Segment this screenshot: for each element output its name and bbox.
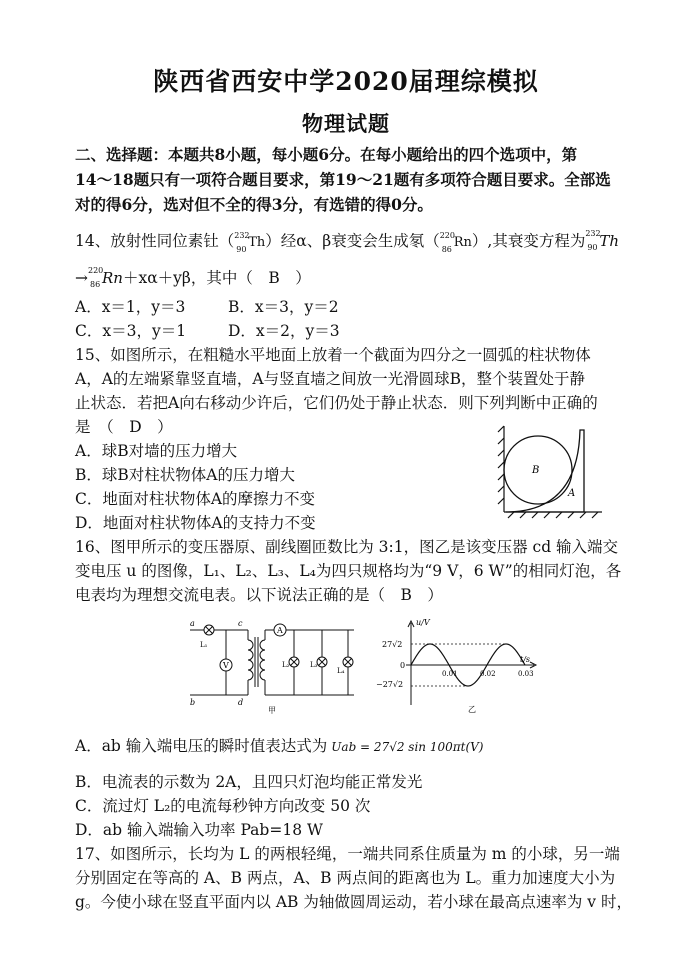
ammeter-label: A [277,626,283,635]
q15-stem-line-3: 止状态．若把A向右移动少许后，它们仍处于静止状态．则下列判断中正确的 [75,394,598,412]
lamp-l1-label: L₁ [200,641,208,649]
q15-wall-sphere-figure [488,420,606,520]
page-title: 陕西省西安中学2020届理综模拟 [153,67,539,96]
lamp-l4-label: L₄ [337,667,345,675]
q15-option-b: B．球B对柱状物体A的压力增大 [75,466,295,484]
q17-stem-line-2: 分别固定在等高的 A、B 两点，A、B 两点间的距离也为 L。重力加速度大小为 [75,869,616,887]
chart-origin-label: 0 [400,661,406,670]
radon-equation-symbol: 220 86 Rn [88,266,123,289]
wall [498,426,504,512]
q14-option-d: D．x＝2，y＝3 [228,322,340,340]
chart-x-tick-label: 0.03 [518,670,534,678]
q16-stem-line-1: 16、图甲所示的变压器原、副线圈匝数比为 3:1，图乙是该变压器 cd 输入端交 [75,538,619,556]
q16-option-a: A．ab 输入端电压的瞬时值表达式为 Uab = 27√2 sin 100πt(V) [75,737,484,755]
q14-stem-line-1: 14、放射性同位素钍（ 232 90 Th）经α、β衰变会生成氡（ 220 86 Rn）,其衰变方程为 232 90 Th [75,229,619,254]
chart-ylabel: u/V [416,618,430,627]
q16-circuit-figure-jia [186,615,362,715]
chart-x-tick-label: 0.02 [480,670,496,678]
thorium-equation-symbol: 232 90 Th [585,229,619,252]
chart-axes [406,621,536,705]
q14-stem-line-2: → 220 86 Rn＋xα＋yβ，其中（ B ） [75,266,311,289]
section-header-line-3: 对的得6分，选对但不全的得3分，有选错的得0分。 [75,195,433,214]
q16-stem-line-3: 电表均为理想交流电表。以下说法正确的是（ B ） [75,586,443,604]
q15-option-a: A．球B对墙的压力增大 [75,442,238,460]
radon-isotope: 220 86 Rn [439,231,472,254]
q17-stem-line-3: g。今使小球在竖直平面内以 AB 为轴做圆周运动，若小球在最高点速率为 v 时， [75,893,632,911]
q15-option-d: D．地面对柱状物体A的支持力不变 [75,514,316,532]
section-header-line-2: 14～18题只有一项符合题目要求，第19～21题有多项符合题目要求。全部选 [75,170,611,189]
q14-option-b: B．x＝3，y＝2 [228,298,339,316]
voltmeter-label: V [223,661,229,670]
q16-option-a-formula: Uab = 27√2 sin 100πt(V) [331,740,484,754]
q16-option-b: B．电流表的示数为 2A，且四只灯泡均能正常发光 [75,773,423,791]
terminal-b: b [190,698,196,707]
q15-option-c: C．地面对柱状物体A的摩擦力不变 [75,490,316,508]
q14-option-c: C．x＝3，y＝1 [75,322,187,340]
lamp-l2-label: L₂ [282,661,290,669]
section-header-line-1: 二、选择题：本题共8小题，每小题6分。在每小题给出的四个选项中，第 [75,145,578,164]
ground [504,512,602,518]
sphere-b-label: B [532,465,540,476]
q16-option-d: D．ab 输入端输入功率 Pab=18 W [75,821,323,839]
q14-option-a: A．x＝1，y＝3 [75,298,186,316]
q15-stem-line-1: 15、如图所示，在粗糙水平地面上放着一个截面为四分之一圆弧的柱状物体 [75,346,591,364]
chart-x-tick-label: 0.01 [442,670,458,678]
q16-option-c: C．流过灯 L₂的电流每秒钟方向改变 50 次 [75,797,371,815]
terminal-c: c [238,619,243,628]
q16-stem-line-2: 变电压 u 的图像，L₁、L₂、L₃、L₄为四只规格均为“9 V，6 W”的相同灯泡，各 [75,562,622,580]
chart-ymax-label: 27√2 [382,640,403,649]
q15-stem-line-4: 是 （ D ） [75,418,173,436]
figure-jia-caption: 甲 [268,706,276,715]
cylinder-a-label: A [568,488,576,499]
q17-stem-line-1: 17、如图所示，长均为 L 的两根轻绳，一端共同系住质量为 m 的小球，另一端 [75,845,620,863]
lamp-l3-label: L₃ [310,661,318,669]
terminal-d: d [238,698,244,707]
page-subtitle: 物理试题 [302,111,390,136]
thorium-isotope: 232 90 Th [234,231,266,254]
chart-xlabel: t/s [520,655,531,664]
q16-voltage-chart-yi [376,617,540,713]
q15-stem-line-2: A，A的左端紧靠竖直墙，A与竖直墙之间放一光滑圆球B，整个装置处于静 [75,370,585,388]
chart-ymin-label: −27√2 [376,680,404,689]
terminal-a: a [190,619,195,628]
figure-yi-caption: 乙 [468,705,476,713]
